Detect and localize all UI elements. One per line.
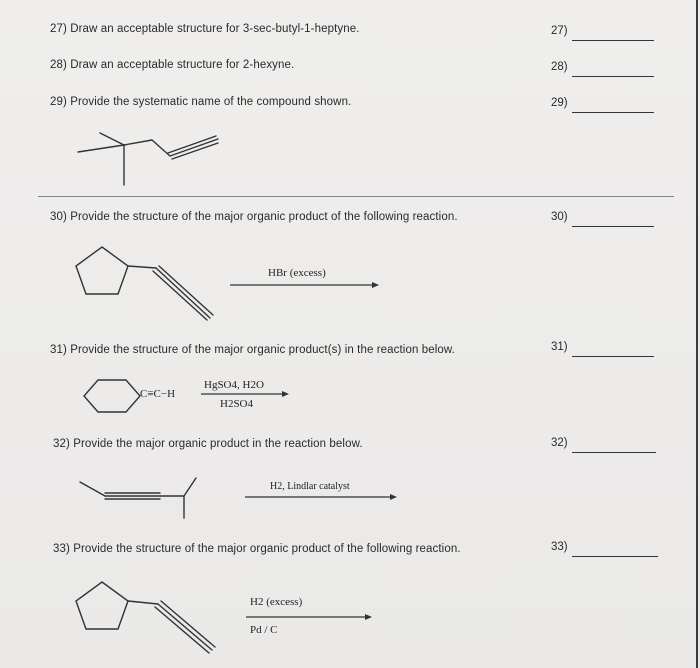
answer-33-label: 33) xyxy=(551,541,568,553)
answer-30-label: 30) xyxy=(551,211,568,223)
answer-27-label: 27) xyxy=(551,25,568,37)
question-33-text: 33) Provide the structure of the major organic product of the following reaction. xyxy=(53,543,461,555)
question-31-text: 31) Provide the structure of the major organic product(s) in the reaction below. xyxy=(50,344,455,356)
q32-reagent: H2, Lindlar catalyst xyxy=(270,481,350,492)
q31-reagent-top: HgSO4, H2O xyxy=(204,379,264,391)
question-27-text: 27) Draw an acceptable structure for 3-sec-butyl-1-heptyne. xyxy=(50,23,360,35)
q33-reagent-top: H2 (excess) xyxy=(250,596,303,608)
question-32-text: 32) Provide the major organic product in the reaction below. xyxy=(53,438,363,450)
question-30-text: 30) Provide the structure of the major organic product of the following reaction. xyxy=(50,211,458,223)
answer-28-label: 28) xyxy=(551,61,568,73)
answer-29-label: 29) xyxy=(551,97,568,109)
answer-31-label: 31) xyxy=(551,341,568,353)
q31-terminal-alkyne-group: C≡C−H xyxy=(140,388,176,400)
q31-reagent-bottom: H2SO4 xyxy=(220,398,254,410)
q30-reagent: HBr (excess) xyxy=(268,267,326,279)
answer-32-label: 32) xyxy=(551,437,568,449)
q33-reagent-bottom: Pd / C xyxy=(250,624,278,636)
question-28-text: 28) Draw an acceptable structure for 2-hexyne. xyxy=(50,59,295,71)
question-29-text: 29) Provide the systematic name of the compound shown. xyxy=(50,96,352,108)
